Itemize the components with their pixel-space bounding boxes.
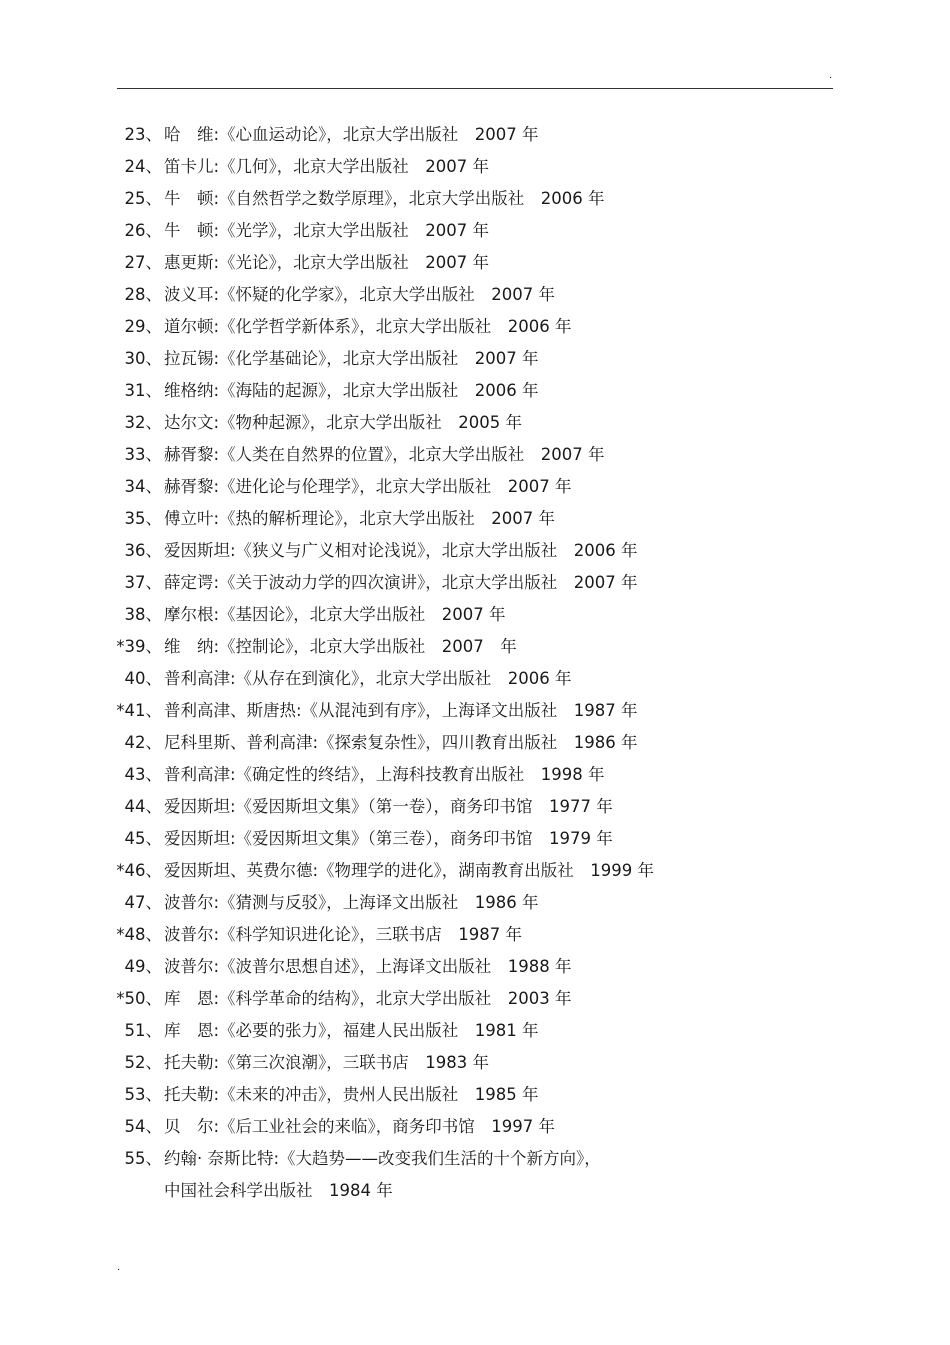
reference-text: 赫胥黎:《人类在自然界的位置》，北京大学出版社 2007 年 xyxy=(164,445,605,464)
reference-text: 赫胥黎:《进化论与伦理学》，北京大学出版社 2007 年 xyxy=(164,477,572,496)
reference-text: 达尔文:《物种起源》，北京大学出版社 2005 年 xyxy=(164,413,523,432)
reference-item xyxy=(0,1111,950,1143)
reference-item xyxy=(0,919,950,951)
reference-number: 40、 xyxy=(124,669,162,688)
reference-number: 54、 xyxy=(124,1117,162,1136)
reference-text: 拉瓦锡:《化学基础论》，北京大学出版社 2007 年 xyxy=(164,349,539,368)
reference-number: 35、 xyxy=(124,509,162,528)
reference-item xyxy=(0,215,950,247)
reference-text: 托夫勒:《未来的冲击》，贵州人民出版社 1985 年 xyxy=(164,1085,539,1104)
reference-item xyxy=(0,439,950,471)
reference-number: 51、 xyxy=(124,1021,162,1040)
reference-item xyxy=(0,311,950,343)
reference-number: 45、 xyxy=(124,829,162,848)
reference-item xyxy=(0,279,950,311)
reference-continuation xyxy=(0,1175,950,1207)
reference-item xyxy=(0,1047,950,1079)
reference-number: 29、 xyxy=(124,317,162,336)
reference-item xyxy=(0,1015,950,1047)
reference-item xyxy=(0,983,950,1015)
reference-text: 爱因斯坦:《狭义与广义相对论浅说》，北京大学出版社 2006 年 xyxy=(164,541,638,560)
reference-text: 普利高津:《确定性的终结》，上海科技教育出版社 1998 年 xyxy=(164,765,605,784)
reference-item xyxy=(0,695,950,727)
reference-item xyxy=(0,1143,950,1175)
reference-text: 波普尔:《猜测与反驳》，上海译文出版社 1986 年 xyxy=(164,893,539,912)
reference-item xyxy=(0,663,950,695)
reference-number: 34、 xyxy=(124,477,162,496)
reference-item xyxy=(0,567,950,599)
header-dot: . xyxy=(829,70,833,81)
reference-item xyxy=(0,535,950,567)
reference-number: 36、 xyxy=(124,541,162,560)
footer-dot: . xyxy=(117,1262,121,1273)
reference-text: 普利高津:《从存在到演化》，北京大学出版社 2006 年 xyxy=(164,669,572,688)
reference-text: 尼科里斯、普利高津:《探索复杂性》，四川教育出版社 1986 年 xyxy=(164,733,638,752)
reference-text: 爱因斯坦:《爱因斯坦文集》（第三卷），商务印书馆 1979 年 xyxy=(164,829,613,848)
reference-text: 惠更斯:《光论》，北京大学出版社 2007 年 xyxy=(164,253,490,272)
reference-item xyxy=(0,951,950,983)
reference-number: 44、 xyxy=(124,797,162,816)
reference-continuation-text: 中国社会科学出版社 1984 年 xyxy=(164,1181,393,1200)
reference-text: 贝 尔:《后工业社会的来临》，商务印书馆 1997 年 xyxy=(164,1117,556,1136)
reference-item xyxy=(0,407,950,439)
reference-number: 52、 xyxy=(124,1053,162,1072)
reference-number: 47、 xyxy=(124,893,162,912)
reference-text: 托夫勒:《第三次浪潮》，三联书店 1983 年 xyxy=(164,1053,490,1072)
reference-item xyxy=(0,1079,950,1111)
reference-item xyxy=(0,791,950,823)
reference-text: 库 恩:《科学革命的结构》，北京大学出版社 2003 年 xyxy=(164,989,572,1008)
reference-number: 24、 xyxy=(124,157,162,176)
reference-text: 薛定谔:《关于波动力学的四次演讲》，北京大学出版社 2007 年 xyxy=(164,573,638,592)
reference-item xyxy=(0,375,950,407)
reference-text: 牛 顿:《光学》，北京大学出版社 2007 年 xyxy=(164,221,490,240)
reference-number: *41、 xyxy=(116,701,162,720)
reference-item xyxy=(0,151,950,183)
reference-number: 27、 xyxy=(124,253,162,272)
reference-item xyxy=(0,759,950,791)
reference-number: *48、 xyxy=(116,925,162,944)
reference-item xyxy=(0,823,950,855)
reference-text: 哈 维:《心血运动论》，北京大学出版社 2007 年 xyxy=(164,125,539,144)
reference-number: 25、 xyxy=(124,189,162,208)
reference-number: 55、 xyxy=(124,1149,162,1168)
reference-number: 43、 xyxy=(124,765,162,784)
reference-list xyxy=(0,119,950,1207)
reference-number: 37、 xyxy=(124,573,162,592)
reference-text: 摩尔根:《基因论》，北京大学出版社 2007 年 xyxy=(164,605,506,624)
reference-number: 42、 xyxy=(124,733,162,752)
header-rule xyxy=(117,88,833,89)
reference-number: 31、 xyxy=(124,381,162,400)
reference-item xyxy=(0,727,950,759)
reference-text: 笛卡儿:《几何》，北京大学出版社 2007 年 xyxy=(164,157,490,176)
reference-item xyxy=(0,631,950,663)
reference-text: 傅立叶:《热的解析理论》，北京大学出版社 2007 年 xyxy=(164,509,556,528)
reference-item xyxy=(0,503,950,535)
reference-number: 26、 xyxy=(124,221,162,240)
reference-number: *46、 xyxy=(116,861,162,880)
reference-number: *50、 xyxy=(116,989,162,1008)
reference-item xyxy=(0,343,950,375)
reference-item xyxy=(0,247,950,279)
reference-text: 普利高津、斯唐热:《从混沌到有序》，上海译文出版社 1987 年 xyxy=(164,701,638,720)
reference-item xyxy=(0,183,950,215)
reference-item xyxy=(0,471,950,503)
reference-text: 牛 顿:《自然哲学之数学原理》，北京大学出版社 2006 年 xyxy=(164,189,605,208)
reference-number: 33、 xyxy=(124,445,162,464)
reference-text: 爱因斯坦、英费尔德:《物理学的进化》，湖南教育出版社 1999 年 xyxy=(164,861,655,880)
reference-number: 32、 xyxy=(124,413,162,432)
reference-number: 23、 xyxy=(124,125,162,144)
reference-text: 维 纳:《控制论》，北京大学出版社 2007 年 xyxy=(164,637,517,656)
reference-text: 波义耳:《怀疑的化学家》，北京大学出版社 2007 年 xyxy=(164,285,556,304)
reference-number: 53、 xyxy=(124,1085,162,1104)
reference-number: 30、 xyxy=(124,349,162,368)
reference-text: 爱因斯坦:《爱因斯坦文集》（第一卷），商务印书馆 1977 年 xyxy=(164,797,613,816)
reference-number: 38、 xyxy=(124,605,162,624)
reference-item xyxy=(0,887,950,919)
reference-text: 库 恩:《必要的张力》，福建人民出版社 1981 年 xyxy=(164,1021,539,1040)
reference-text: 约翰· 奈斯比特:《大趋势——改变我们生活的十个新方向》， xyxy=(164,1149,601,1168)
reference-number: *39、 xyxy=(116,637,162,656)
reference-item xyxy=(0,119,950,151)
reference-number: 49、 xyxy=(124,957,162,976)
reference-text: 道尔顿:《化学哲学新体系》，北京大学出版社 2006 年 xyxy=(164,317,572,336)
reference-text: 波普尔:《科学知识进化论》，三联书店 1987 年 xyxy=(164,925,523,944)
reference-item xyxy=(0,855,950,887)
reference-number: 28、 xyxy=(124,285,162,304)
reference-text: 波普尔:《波普尔思想自述》，上海译文出版社 1988 年 xyxy=(164,957,572,976)
reference-item xyxy=(0,599,950,631)
reference-text: 维格纳:《海陆的起源》，北京大学出版社 2006 年 xyxy=(164,381,539,400)
